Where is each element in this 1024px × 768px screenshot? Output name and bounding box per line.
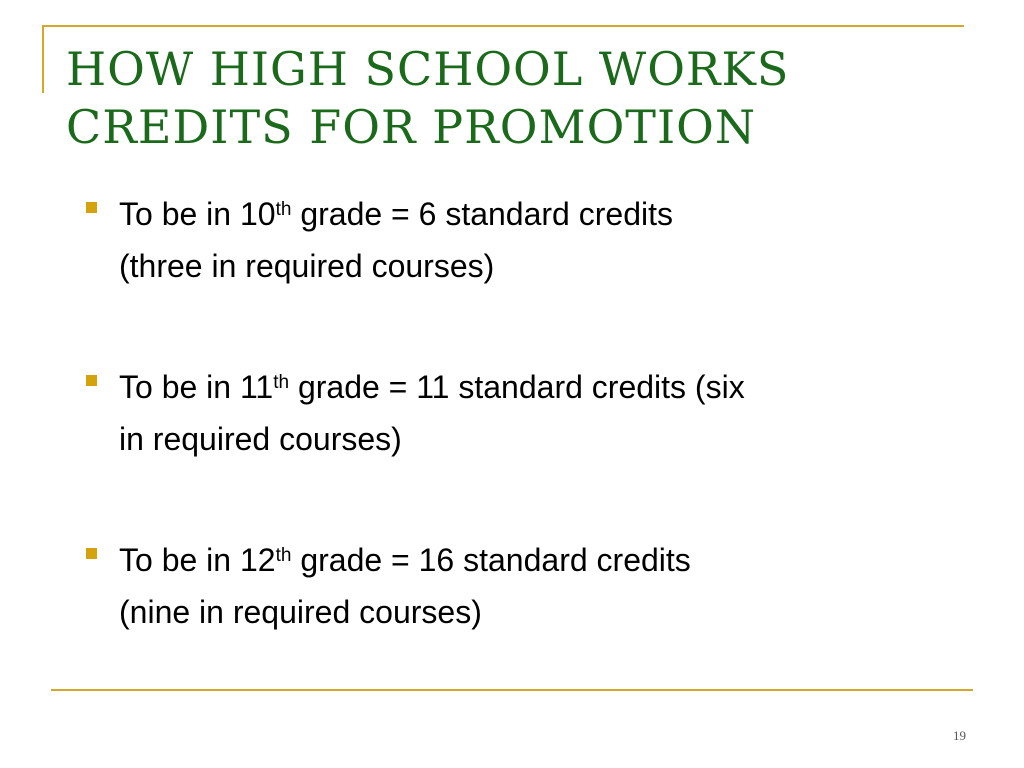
- square-bullet-icon: [86, 202, 97, 213]
- bullet-text: [119, 361, 979, 465]
- bottom-border-line: [51, 689, 973, 691]
- bullet-text-prefix: To be in 11: [119, 369, 274, 405]
- bullet-text-rest: grade = 11 standard credits (six: [289, 369, 745, 405]
- ordinal-suffix: th: [273, 372, 290, 393]
- slide-title-line-2: CREDITS FOR PROMOTION: [66, 100, 757, 154]
- bullet-text-line-2: in required courses): [119, 421, 402, 457]
- bullet-text-prefix: To be in 12: [119, 542, 276, 578]
- bullet-text: [119, 188, 979, 292]
- slide-page-number: 19: [953, 728, 966, 743]
- square-bullet-icon: [86, 375, 97, 386]
- left-border-line: [42, 25, 44, 93]
- ordinal-suffix: th: [275, 545, 292, 566]
- bullet-text-line-2: (nine in required courses): [119, 594, 482, 630]
- slide-title-line-1: HOW HIGH SCHOOL WORKS: [66, 42, 790, 96]
- bullet-text-rest: grade = 6 standard credits: [291, 196, 673, 232]
- ordinal-suffix: th: [275, 199, 292, 220]
- bullet-text-prefix: To be in 10: [119, 196, 276, 232]
- square-bullet-icon: [86, 548, 97, 559]
- top-border-line: [42, 25, 964, 27]
- bullet-text-rest: grade = 16 standard credits: [291, 542, 691, 578]
- bullet-text-line-2: (three in required courses): [119, 248, 495, 284]
- bullet-text: [119, 534, 979, 638]
- slide-title: [66, 40, 789, 156]
